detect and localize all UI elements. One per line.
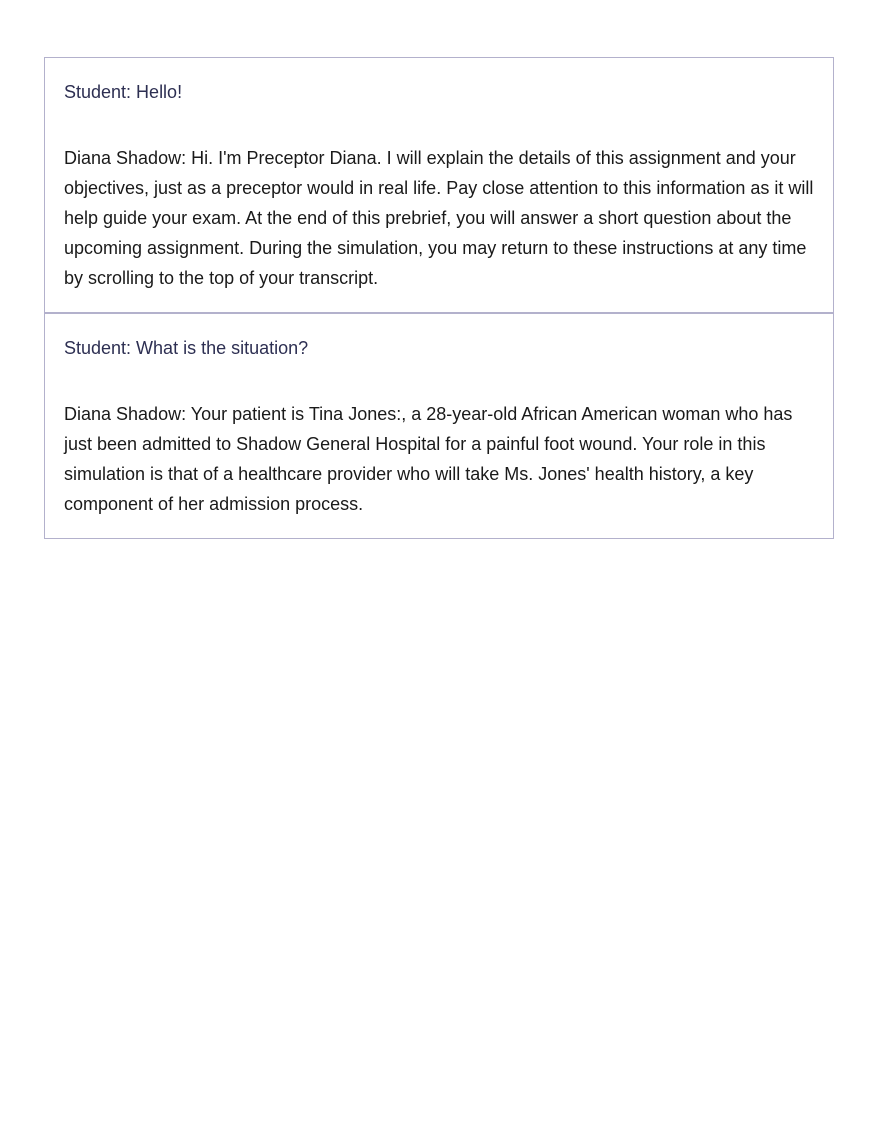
preceptor-reply: Diana Shadow: Your patient is Tina Jones:, a 28-year-old African American woman who has just been admitted to Shadow General Hospital for a painful foot wound. Your role in this simulation is that of a healthcare provider who will take Ms. Jones' health history, a key component of her admission process. [64,404,793,514]
transcript [44,57,834,539]
transcript-entry [45,58,833,312]
transcript-entry [45,312,833,538]
student-message: Student: Hello! [64,82,183,102]
preceptor-reply: Diana Shadow: Hi. I'm Preceptor Diana. I will explain the details of this assignment and your objectives, just as a preceptor would in real life. Pay close attention to this information as it will help guide your exam. At the end of this prebrief, you will answer a short question about the upcoming assignment. During the simulation, you may return to these instructions at any time by scrolling to the top of your transcript. [64,148,814,288]
student-message: Student: What is the situation? [64,338,309,358]
